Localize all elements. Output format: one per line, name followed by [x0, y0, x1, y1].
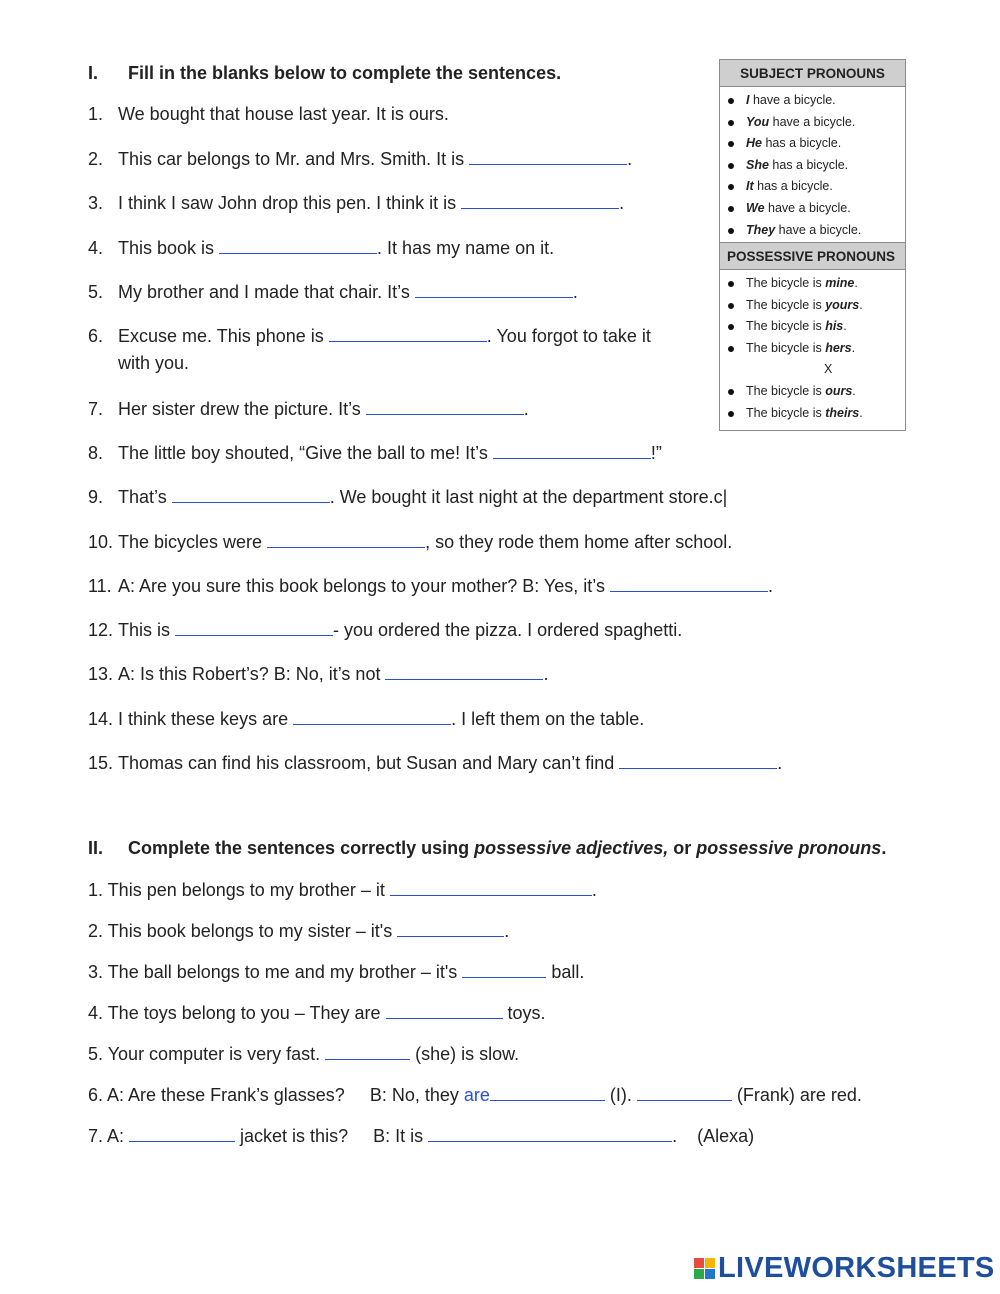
- item-text-after: .: [504, 921, 510, 941]
- item-text: A: Is this Robert’s? B: No, it’s not: [118, 664, 386, 684]
- answer-blank[interactable]: [129, 1123, 235, 1142]
- item-text-after: . It has my name on it.: [377, 238, 555, 258]
- item-answer-text: are: [463, 1085, 490, 1105]
- item-number: 12.: [88, 620, 114, 640]
- item-number: 1.: [88, 104, 104, 124]
- item-text: I think I saw John drop this pen. I think it is: [118, 193, 462, 213]
- item-number: 9.: [88, 487, 104, 507]
- item-number: 7.: [88, 399, 104, 419]
- item-text-after: .: [523, 399, 529, 419]
- answer-blank[interactable]: [329, 323, 487, 342]
- answer-blank[interactable]: [637, 1082, 732, 1101]
- item-text: This car belongs to Mr. and Mrs. Smith. It is: [118, 149, 470, 169]
- item-text: 5. Your computer is very fast.: [88, 1044, 326, 1064]
- part2-title-emph: possessive pronouns: [696, 838, 882, 858]
- item-number: 8.: [88, 443, 104, 463]
- item-text: The bicycles were: [118, 532, 268, 552]
- p1-item-10: [88, 529, 732, 554]
- subject-pronouns-heading: SUBJECT PRONOUNS: [720, 60, 905, 87]
- p1-item-3: [88, 190, 624, 215]
- p1-item-9: [88, 484, 727, 509]
- item-text-after: (I).: [604, 1085, 637, 1105]
- p1-item-4: [88, 235, 554, 260]
- brand-name: LIVEWORKSHEETS: [718, 1252, 995, 1284]
- answer-blank[interactable]: [461, 190, 619, 209]
- p1-item-13: [88, 661, 548, 686]
- list-item: The bicycle is yours.: [720, 295, 905, 317]
- part2-title-emph: possessive adjectives,: [474, 838, 669, 858]
- p2-item-2: [88, 918, 509, 943]
- answer-blank[interactable]: [610, 573, 768, 592]
- p1-item-6: [88, 323, 651, 348]
- answer-blank[interactable]: [172, 484, 330, 503]
- answer-blank[interactable]: [490, 1082, 605, 1101]
- answer-blank[interactable]: [469, 146, 627, 165]
- item-text-after: .: [543, 664, 549, 684]
- p1-item-12: [88, 617, 682, 642]
- item-number: 2.: [88, 149, 104, 169]
- part2-roman: II.: [88, 838, 104, 858]
- item-text: We bought that house last year. It is ours.: [118, 104, 449, 124]
- item-number: 10.: [88, 532, 114, 552]
- answer-blank[interactable]: [397, 918, 504, 937]
- part2-heading: [88, 836, 886, 860]
- p1-item-1: [88, 102, 449, 126]
- list-item: I have a bicycle.: [720, 90, 905, 112]
- item-text-after: . I left them on the table.: [451, 709, 645, 729]
- item-number: 13.: [88, 664, 114, 684]
- list-item: The bicycle is his.: [720, 316, 905, 338]
- answer-blank[interactable]: [386, 1000, 503, 1019]
- item-text: 4. The toys belong to you – They are: [88, 1003, 386, 1023]
- item-text-after: . (Alexa): [672, 1126, 755, 1146]
- item-text: 2. This book belongs to my sister – it's: [88, 921, 398, 941]
- answer-blank[interactable]: [462, 959, 546, 978]
- item-text-after: (she) is slow.: [410, 1044, 520, 1064]
- p1-item-11: [88, 573, 773, 598]
- p2-item-4: [88, 1000, 546, 1025]
- item-text: 6. A: Are these Frank’s glasses? B: No, they: [88, 1085, 464, 1105]
- item-text-after: jacket is this? B: It is: [235, 1126, 429, 1146]
- p1-item-7: [88, 396, 529, 421]
- list-item: The bicycle is mine.: [720, 273, 905, 295]
- item-text-after: ball.: [546, 962, 585, 982]
- p1-item-6-cont: [88, 351, 189, 375]
- item-number: 3.: [88, 193, 104, 213]
- answer-blank[interactable]: [385, 661, 543, 680]
- p1-item-14: [88, 706, 644, 731]
- part2-title-text: .: [881, 838, 887, 858]
- list-item: The bicycle is ours.: [720, 381, 905, 403]
- subject-pronoun-list: [720, 87, 905, 242]
- item-number: 5.: [88, 282, 104, 302]
- item-text-after: .: [777, 753, 783, 773]
- item-text-after: .: [572, 282, 578, 302]
- x-mark: X: [824, 362, 833, 377]
- list-item: The bicycle is theirs.: [720, 403, 905, 425]
- list-item: She has a bicycle.: [720, 155, 905, 177]
- list-item: They have a bicycle.: [720, 220, 905, 242]
- item-text: 7. A:: [88, 1126, 130, 1146]
- list-item: You have a bicycle.: [720, 112, 905, 134]
- p1-item-15: [88, 750, 782, 775]
- p1-item-2: [88, 146, 632, 171]
- item-text: Thomas can find his classroom, but Susan and Mary can’t find: [118, 753, 620, 773]
- item-text-after: . You forgot to take it: [486, 326, 651, 346]
- p1-item-5: [88, 279, 578, 304]
- p1-item-8: [88, 440, 662, 465]
- item-text: This book is: [118, 238, 220, 258]
- list-item: The bicycle is hers.: [720, 338, 905, 360]
- item-text: Her sister drew the picture. It’s: [118, 399, 366, 419]
- item-text-after: (Frank) are red.: [731, 1085, 862, 1105]
- part1-title: Fill in the blanks below to complete the sentences.: [128, 63, 562, 83]
- item-text: This is: [118, 620, 176, 640]
- item-text: My brother and I made that chair. It’s: [118, 282, 415, 302]
- item-text: The little boy shouted, “Give the ball to me! It’s: [118, 443, 493, 463]
- item-text: That’s: [118, 487, 172, 507]
- answer-blank[interactable]: [366, 396, 524, 415]
- p2-item-7: [88, 1123, 754, 1148]
- item-text: I think these keys are: [118, 709, 294, 729]
- item-text-after: .: [591, 880, 597, 900]
- answer-blank[interactable]: [219, 235, 377, 254]
- item-text: 3. The ball belongs to me and my brother – it's: [88, 962, 463, 982]
- item-number: 11.: [88, 576, 112, 596]
- list-item: We have a bicycle.: [720, 198, 905, 220]
- answer-blank[interactable]: [267, 529, 425, 548]
- answer-blank[interactable]: [390, 877, 592, 896]
- item-number: 14.: [88, 709, 114, 729]
- item-text-after: .: [627, 149, 633, 169]
- p2-item-6: [88, 1082, 862, 1107]
- item-text: A: Are you sure this book belongs to your mother? B: Yes, it’s: [118, 576, 610, 596]
- list-item: It has a bicycle.: [720, 176, 905, 198]
- item-number: 4.: [88, 238, 104, 258]
- answer-blank[interactable]: [428, 1123, 672, 1142]
- item-text-after: , so they rode them home after school.: [425, 532, 733, 552]
- answer-blank[interactable]: [325, 1041, 410, 1060]
- item-number: 6.: [88, 326, 104, 346]
- answer-blank[interactable]: [493, 440, 651, 459]
- possessive-pronoun-list: [720, 270, 905, 424]
- part1-heading: [88, 61, 561, 85]
- answer-blank[interactable]: [415, 279, 573, 298]
- item-number: 15.: [88, 753, 114, 773]
- answer-blank[interactable]: [175, 617, 333, 636]
- p2-item-3: [88, 959, 584, 984]
- item-text-after: .: [619, 193, 625, 213]
- item-text-after: . We bought it last night at the department store.c|: [329, 487, 728, 507]
- part1-roman: I.: [88, 63, 99, 83]
- part2-title-text: Complete the sentences correctly using: [128, 838, 475, 858]
- item-text-after: toys.: [502, 1003, 546, 1023]
- item-text: Excuse me. This phone is: [118, 326, 329, 346]
- liveworksheets-logo[interactable]: [694, 1252, 995, 1286]
- item-text-continued: with you.: [118, 353, 190, 373]
- p2-item-5: [88, 1041, 519, 1066]
- p2-item-1: [88, 877, 597, 902]
- item-text: 1. This pen belongs to my brother – it: [88, 880, 390, 900]
- possessive-pronouns-heading: POSSESSIVE PRONOUNS: [720, 242, 905, 270]
- item-text-after: - you ordered the pizza. I ordered spaghetti.: [333, 620, 683, 640]
- part2-title-text: or: [668, 838, 697, 858]
- answer-blank[interactable]: [293, 706, 451, 725]
- item-text-after: .: [767, 576, 773, 596]
- answer-blank[interactable]: [619, 750, 777, 769]
- pronoun-reference-box: [719, 59, 906, 431]
- list-item: He has a bicycle.: [720, 133, 905, 155]
- item-text-after: !”: [650, 443, 662, 463]
- liveworksheets-logo-icon: [694, 1258, 716, 1280]
